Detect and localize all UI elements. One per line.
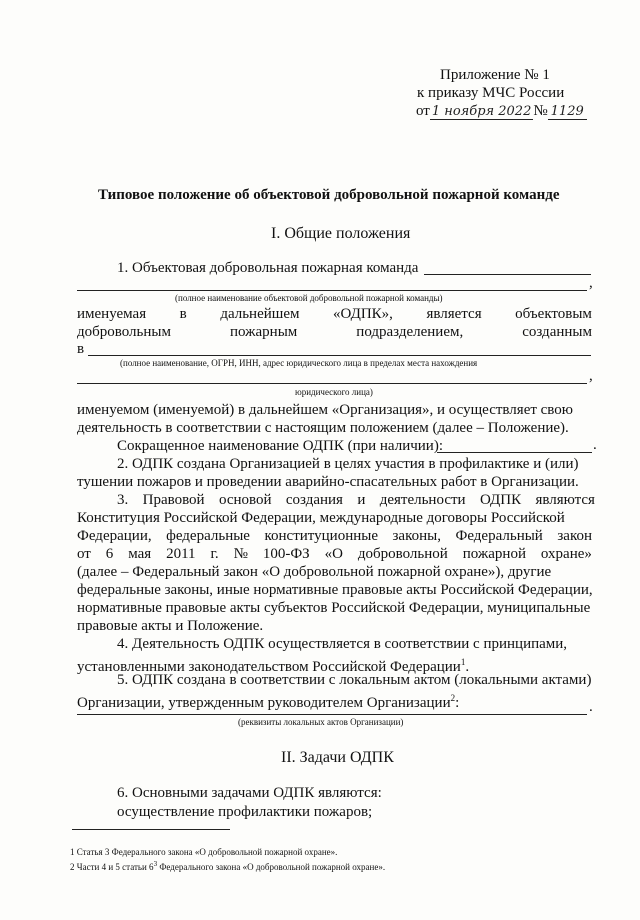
item3-line5: (далее – Федеральный закон «О добровольной пожарной охране»), другие: [77, 564, 552, 580]
word: г.: [210, 546, 219, 562]
caption-local-acts: (реквизиты локальных актов Организации): [238, 717, 404, 727]
word: добровольным: [77, 324, 171, 340]
item3-line7: нормативные правовые акты субъектов Российской Федерации, муниципальные: [77, 600, 591, 616]
item3-line1: [117, 491, 595, 510]
word: деятельности: [379, 492, 466, 508]
item1-line-d: именуемом (именуемой) в дальнейшем «Организация», и осуществляет свою: [77, 402, 573, 418]
word: является: [426, 306, 482, 322]
word: объектовым: [515, 306, 592, 322]
item2-line2: тушении пожаров и проведении аварийно-спасательных работ в Организации.: [77, 474, 579, 490]
item3-line6: федеральные законы, иные нормативные правовые акты Российской Федерации,: [77, 582, 593, 598]
caption-org-2: юридического лица): [295, 387, 373, 397]
word: конституционные: [264, 528, 378, 544]
word: 3.: [117, 492, 129, 508]
short-name-end: .: [593, 437, 597, 453]
word: пожарным: [230, 324, 298, 340]
word: охране»: [540, 546, 592, 562]
handwritten-date: 1 ноября 2022: [431, 104, 532, 119]
section2-heading: II. Задачи ОДПК: [281, 749, 394, 766]
word: созданным: [522, 324, 592, 340]
item3-line2: Конституция Российской Федерации, международные договоры Российской: [77, 510, 565, 526]
word: подразделением,: [356, 324, 464, 340]
word: Федеральный: [455, 528, 543, 544]
word: 6: [105, 546, 114, 562]
item4-line1: 4. Деятельность ОДПК осуществляется в соответствии с принципами,: [117, 636, 568, 652]
word: дальнейшем: [220, 306, 300, 322]
word: 100-ФЗ: [262, 546, 310, 562]
blank-comma-2: ,: [589, 368, 593, 384]
document-title: Типовое положение об объектовой добровольной пожарной команде: [98, 187, 560, 203]
item1-row-c-prefix: в: [77, 341, 85, 357]
word: от: [77, 546, 91, 562]
word: и: [357, 492, 366, 508]
footnote-ref-2: 2: [450, 693, 456, 703]
word: именуемая: [77, 306, 147, 322]
word: ОДПК: [479, 492, 522, 508]
item5-end: :: [455, 695, 460, 711]
word: №: [233, 546, 248, 562]
item5-line2: [77, 689, 592, 713]
blank-end-3: .: [589, 699, 593, 715]
word: 2011: [166, 546, 196, 562]
item3-line8: правовые акты и Положение.: [77, 618, 264, 634]
item3-line3: [77, 527, 592, 546]
word: «О: [324, 546, 343, 562]
ot-label: от: [416, 103, 430, 119]
word: пожарной: [462, 546, 526, 562]
word: создания: [285, 492, 343, 508]
item6-line2: осуществление профилактики пожаров;: [117, 804, 373, 820]
short-name-label: Сокращенное наименование ОДПК (при наличии):: [117, 438, 443, 454]
appendix-date-row: [416, 102, 587, 121]
item5-line1: 5. ОДПК создана в соответствии с локальным актом (локальными актами): [117, 672, 592, 688]
item5-line2-text: Организации, утвержденным руководителем Организации: [77, 695, 451, 711]
word: основой: [218, 492, 272, 508]
appendix-line1: Приложение № 1: [440, 67, 550, 83]
word: в: [179, 306, 187, 322]
blank-line-local-acts: [77, 714, 587, 715]
item1-line1: 1. Объектовая добровольная пожарная команда: [117, 260, 419, 276]
blank-line-short-name: [437, 452, 592, 453]
footnote-2-sup: 3: [153, 860, 158, 868]
footnote-ref-1: 1: [460, 657, 466, 667]
caption-org-1: (полное наименование, ОГРН, ИНН, адрес юридического лица в пределах места нахождения: [120, 358, 478, 368]
word: Федерации,: [77, 528, 152, 544]
item6-line1: 6. Основными задачами ОДПК являются:: [117, 785, 382, 801]
word: «ОДПК»,: [333, 306, 393, 322]
number-label: №: [533, 103, 548, 119]
blank-line-org-2: [77, 383, 587, 384]
word: законы,: [392, 528, 441, 544]
item4-end: .: [465, 659, 470, 675]
footnote-separator: [72, 829, 230, 830]
blank-line-org: [88, 355, 591, 356]
blank-line-odpk-name: [77, 290, 587, 291]
word: являются: [535, 492, 595, 508]
footnote-1: 1 Статья 3 Федерального закона «О добровольной пожарной охране».: [70, 847, 338, 857]
blank-comma-1: ,: [589, 275, 593, 291]
word: добровольной: [357, 546, 448, 562]
word: федеральные: [166, 528, 250, 544]
item3-line4: [77, 545, 592, 564]
item1-row-a: [77, 305, 592, 324]
handwritten-number: 1129: [548, 104, 587, 120]
blank-line-odpk-name-tail: [424, 274, 591, 275]
section1-heading: I. Общие положения: [271, 225, 411, 242]
word: мая: [128, 546, 152, 562]
footnote-2-text-a: 2 Части 4 и 5 статьи 6: [70, 862, 154, 872]
footnote-2-text-b: Федерального закона «О добровольной пожарной охране».: [157, 862, 386, 872]
footnote-2: [70, 859, 385, 873]
item1-row-b: [77, 323, 592, 342]
item4-line2-text: установленными законодательством Российской Федерации: [77, 659, 461, 675]
appendix-line2: к приказу МЧС России: [417, 85, 565, 101]
word: Правовой: [142, 492, 205, 508]
caption-odpk-name: (полное наименование объектовой добровольной пожарной команды): [175, 293, 443, 303]
item1-line-e: деятельность в соответствии с настоящим положением (далее – Положение).: [77, 420, 569, 436]
item2-line1: 2. ОДПК создана Организацией в целях участия в профилактике и (или): [117, 456, 579, 472]
word: закон: [557, 528, 592, 544]
